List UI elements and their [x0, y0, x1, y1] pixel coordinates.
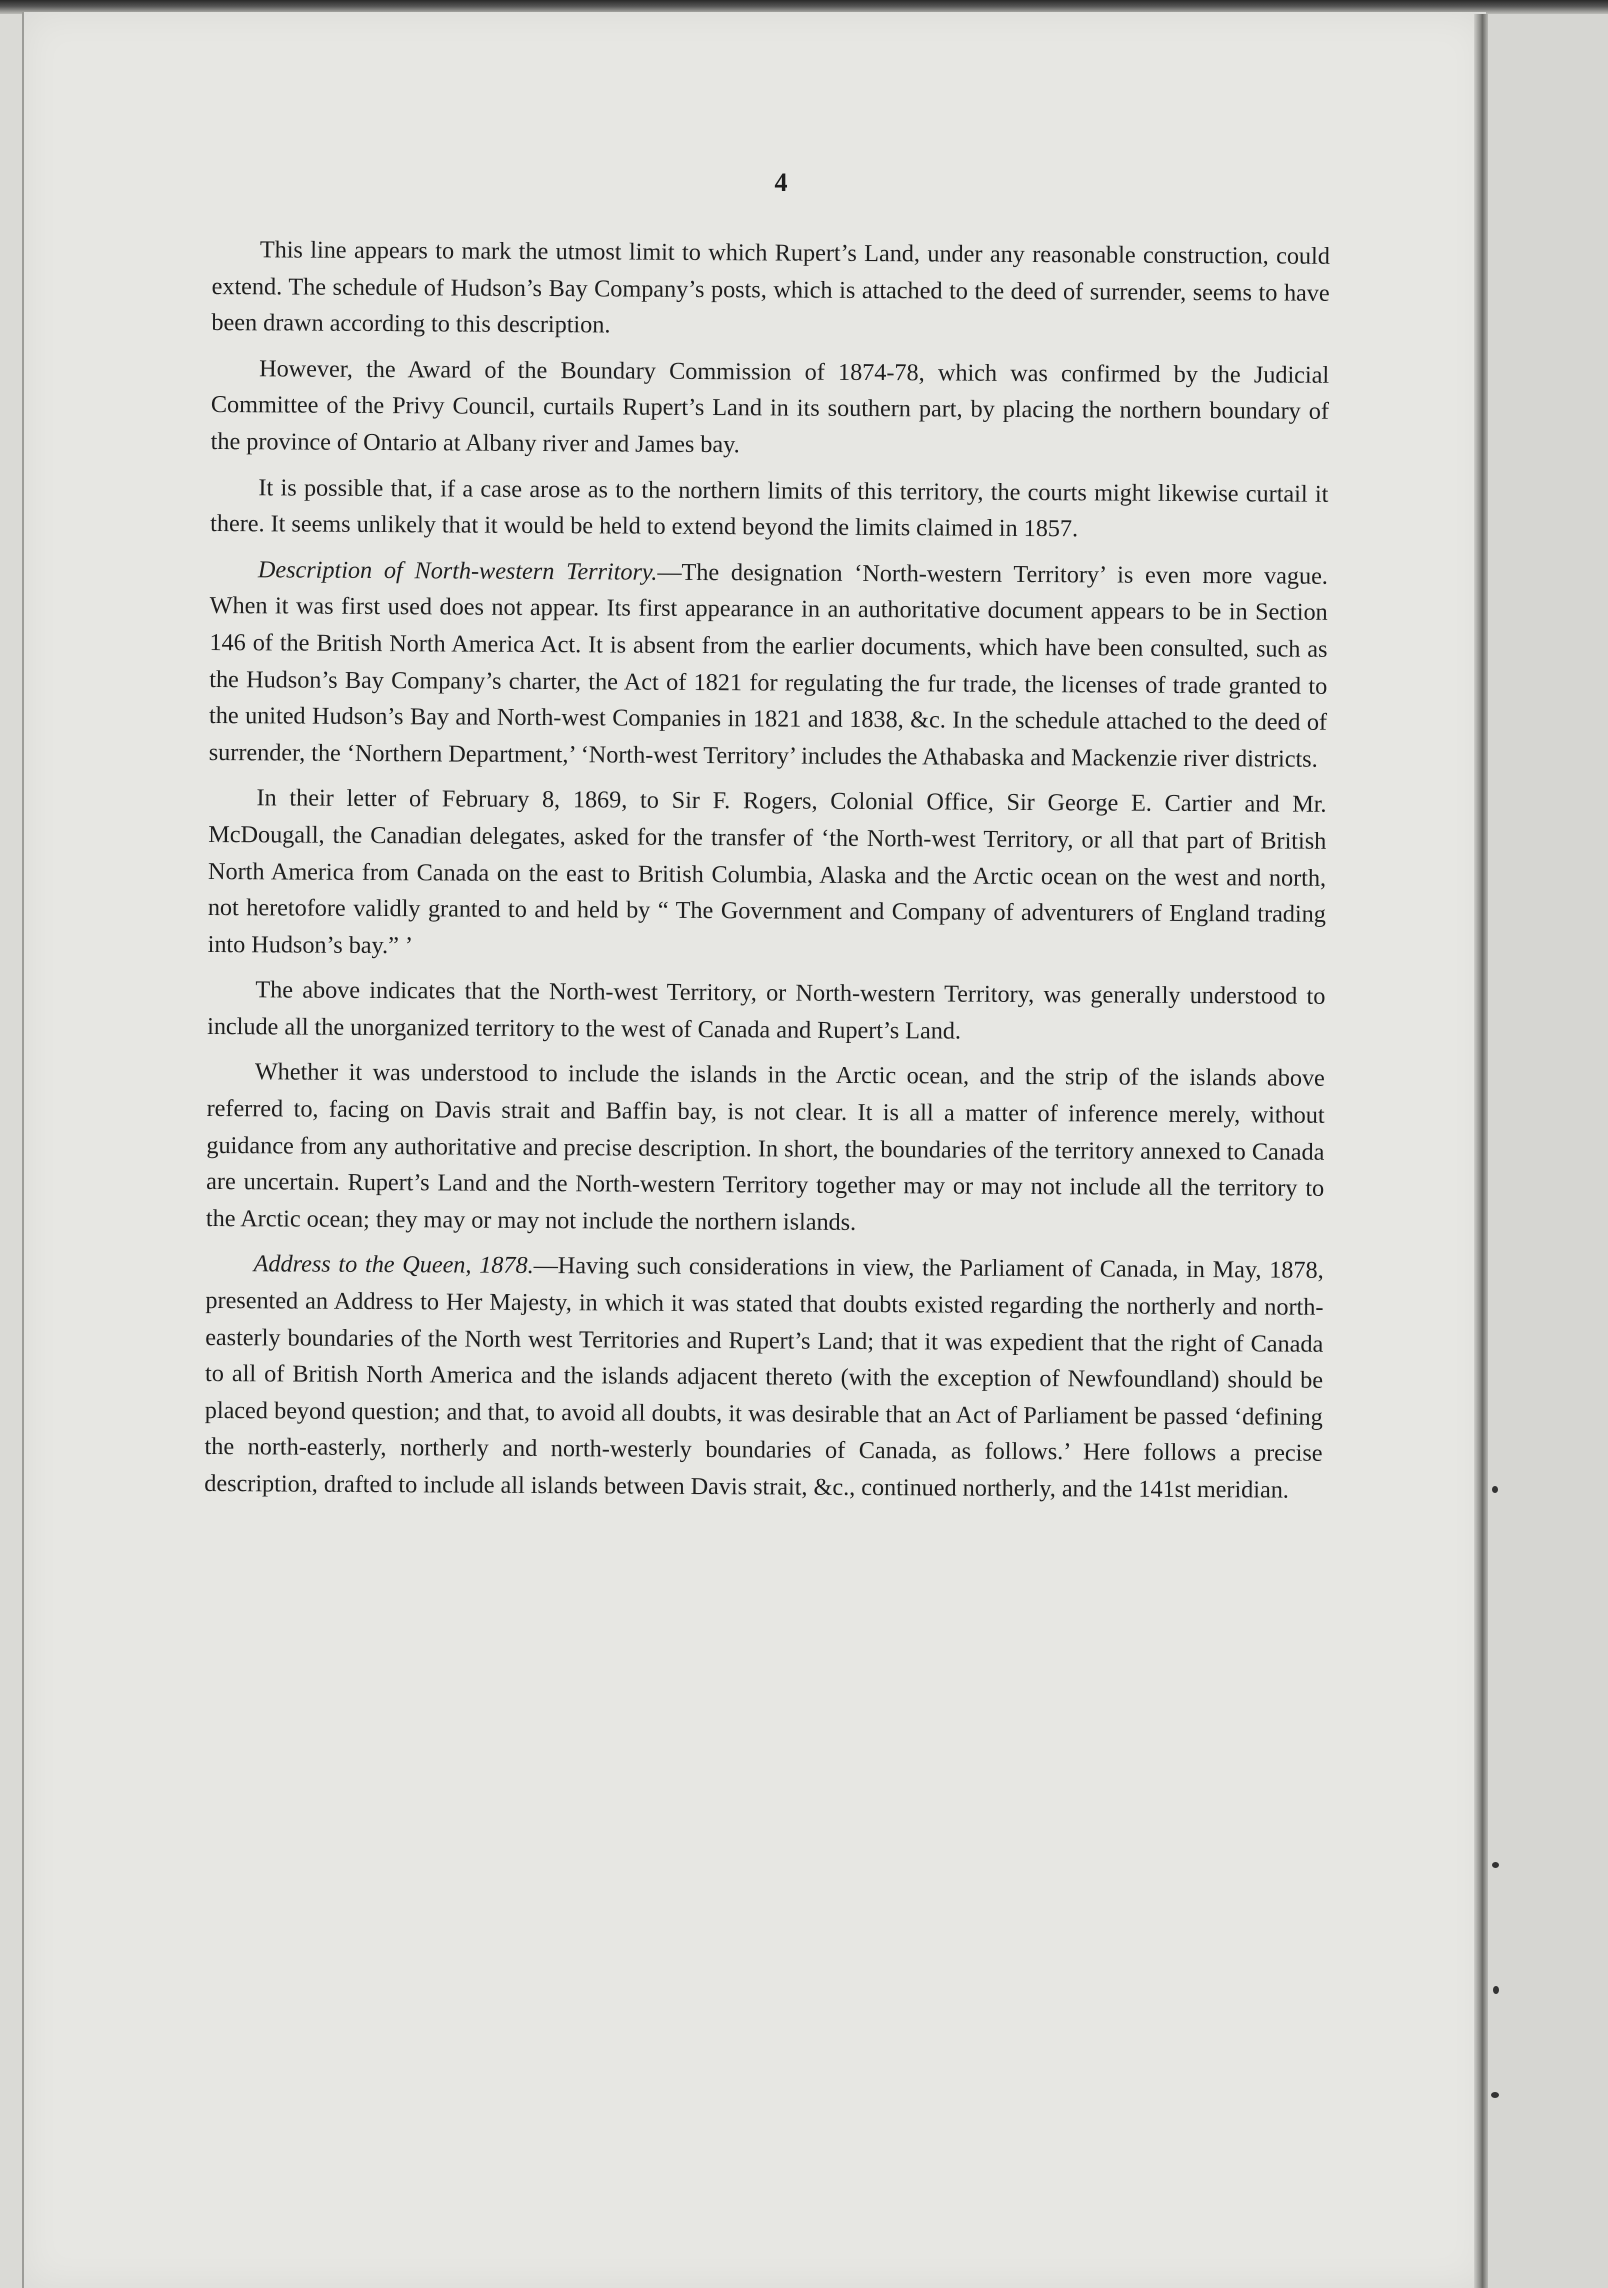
paragraph-8 — [204, 1246, 1324, 1509]
paragraph-text: It is possible that, if a case arose as to the northern limits of this territory, the courts might likewise curtail it there. It seems unlikely that it would be held to extend beyond the limits claimed in 1857. — [210, 473, 1329, 543]
body-text — [204, 232, 1330, 1518]
paragraph-7 — [206, 1054, 1325, 1244]
paragraph-2 — [211, 351, 1330, 468]
paragraph-3 — [210, 470, 1328, 550]
page-binding-edge — [1474, 14, 1488, 2288]
scan-speck — [1492, 1486, 1498, 1493]
paragraph-text: However, the Award of the Boundary Commission of 1874-78, which was confirmed by the Judicial Committee of the Privy Council, curtails Rupert’s Land in its southern part, by placing the northern boundary of the province of Ontario at Albany river and James bay. — [210, 355, 1330, 459]
paragraph-text: Whether it was understood to include the islands in the Arctic ocean, and the strip of the islands above referred to, facing on Davis strait and Baffin bay, is not clear. It is all a matter of inference merely, without guidance from any authoritative and precise description. In short, the boundaries of the territory annexed to Canada are uncertain. Rupert’s Land and the North-western Territory together may or may not include all the territory to the Arctic ocean; they may or may not include the northern islands. — [205, 1058, 1325, 1236]
paragraph-1 — [211, 232, 1330, 349]
page-number: 4 — [774, 168, 788, 197]
section-heading: Description of North-western Territory. — [257, 556, 658, 586]
paragraph-4 — [209, 552, 1328, 778]
paragraph-text: —Having such considerations in view, the Parliament of Canada, in May, 1878, presented an Address to Her Majesty, in which it was stated that doubts existed regarding the northerly and north-easterly boundaries of the North west Territories and Rupert’s Land; that it was expedient that the right of Canada to all of British North America and the islands adjacent thereto (with the exception of Newfoundland) should be placed beyond question; and that, to avoid all doubts, it was desirable that an Act of Parliament be passed ‘defining the north-easterly, northerly and north-westerly boundaries of Canada, as follows.’ Here follows a precise description, drafted to include all islands between Davis strait, &c., continued northerly, and the 141st meridian. — [204, 1252, 1324, 1504]
paragraph-6 — [207, 972, 1325, 1052]
scan-speck — [1491, 2092, 1499, 2098]
paragraph-text: This line appears to mark the utmost limit to which Rupert’s Land, under any reasonable construction, could extend. The schedule of Hudson’s Bay Company’s posts, which is attached to the deed of surrender, seems to have been drawn according to this description. — [211, 236, 1330, 339]
paragraph-5 — [208, 780, 1327, 970]
scan-margin-strip — [1488, 14, 1608, 2288]
paragraph-text: In their letter of February 8, 1869, to Sir F. Rogers, Colonial Office, Sir George E. Cartier and Mr. McDougall, the Canadian delegates, asked for the transfer of ‘the North-west Territory, or all that part of British North America from Canada on the east to British Columbia, Alaska and the Arctic ocean on the west and north, not heretofore validly granted to and held by “ The Government and Company of adventurers of England trading into Hudson’s bay.” ’ — [207, 784, 1327, 959]
scan-speck — [1492, 1862, 1499, 1868]
section-heading: Address to the Queen, 1878. — [253, 1250, 534, 1280]
scan-speck — [1493, 1986, 1499, 1994]
paragraph-text: The above indicates that the North-west Territory, or North-western Territory, was generally understood to include all the unorganized territory to the west of Canada and Rupert’s Land. — [207, 976, 1326, 1045]
paragraph-text: —The designation ‘North-western Territory’ is even more vague. When it was first used does not appear. Its first appearance in an authoritative document appears to be in Section 146 of the British North America Act. It is absent from the earlier documents, which have been consulted, such as the Hudson’s Bay Company’s charter, the Act of 1821 for regulating the fur trade, the licenses of trade granted to the united Hudson’s Bay and North-west Companies in 1821 and 1838, &c. In the schedule attached to the deed of surrender, the ‘Northern Department,’ ‘North-west Territory’ includes the Athabaska and Mackenzie river districts. — [208, 558, 1329, 773]
